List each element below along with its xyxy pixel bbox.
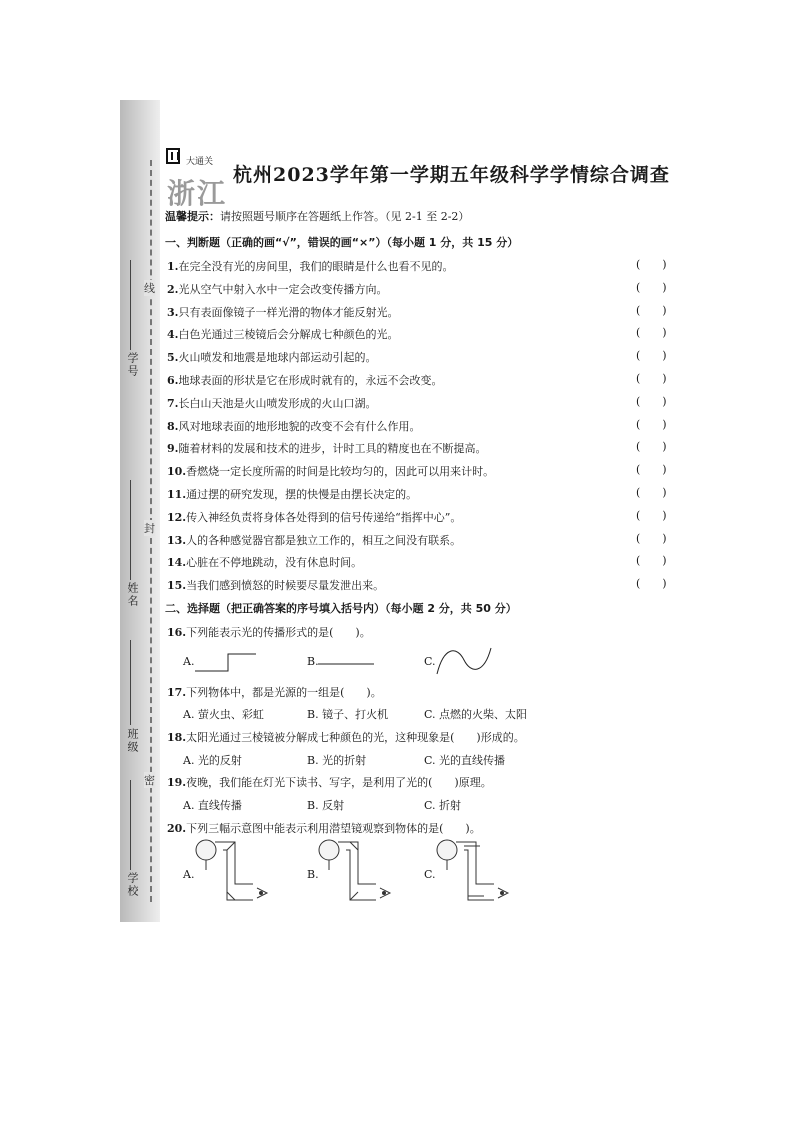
- periscope-diagram-b: [316, 838, 398, 904]
- q19-option-a: A. 直线传播: [183, 799, 242, 812]
- question-number: 11.: [167, 488, 187, 501]
- tip-label: 温馨提示：: [165, 210, 220, 223]
- q18-option-b: B. 光的折射: [307, 754, 367, 767]
- answer-parentheses[interactable]: ( ): [636, 577, 667, 591]
- q16-option-b: B.: [307, 655, 319, 668]
- answer-parentheses[interactable]: ( ): [636, 372, 667, 385]
- question-number: 5.: [167, 351, 179, 365]
- student-id-label: 学号: [126, 352, 139, 378]
- brand-logo-icon: [166, 148, 180, 164]
- question-number: 8.: [167, 419, 179, 433]
- question-20: 20.下列三幅示意图中能表示利用潜望镜观察到物体的是( )。: [167, 822, 481, 835]
- q19-option-b: B. 反射: [307, 799, 345, 812]
- question-18: 18.太阳光通过三棱镜被分解成七种颜色的光，这种现象是( )形成的。: [167, 731, 525, 744]
- answer-parentheses[interactable]: ( ): [636, 554, 667, 568]
- tf-question-10: [167, 463, 494, 479]
- question-19: 19.夜晚，我们能在灯光下读书、写字，是利用了光的( )原理。: [167, 776, 492, 789]
- q19-option-c: C. 折射: [424, 799, 462, 812]
- wave-line-diagram: [437, 646, 493, 676]
- q17-option-c: C. 点燃的火柴、太阳: [424, 708, 528, 721]
- q20-option-a: A.: [183, 868, 195, 881]
- q17-option-a: A. 萤火虫、彩虹: [183, 708, 264, 721]
- tf-question-9: [167, 440, 486, 456]
- question-number: 3.: [167, 305, 179, 319]
- section-2-heading: 二、选择题（把正确答案的序号填入括号内）（每小题 2 分，共 50 分）: [165, 602, 517, 615]
- question-number: 14.: [167, 556, 187, 570]
- question-text: 火山喷发和地震是地球内部运动引起的。: [178, 351, 377, 365]
- question-16: 16.下列能表示光的传播形式的是( )。: [167, 626, 371, 639]
- answer-parentheses[interactable]: ( ): [636, 531, 667, 545]
- tf-question-12: [167, 509, 461, 525]
- question-text: 当我们感到愤怒的时候要尽量发泄出来。: [186, 579, 385, 593]
- question-text: 传入神经负责将身体各处得到的信号传递给“指挥中心”。: [186, 510, 462, 524]
- tf-question-3: [167, 304, 398, 320]
- answer-parentheses[interactable]: ( ): [636, 326, 667, 340]
- seal-line-mark: 线: [144, 282, 155, 295]
- seal-seal-mark: 封: [144, 522, 155, 535]
- answer-parentheses[interactable]: ( ): [636, 486, 667, 499]
- answer-parentheses[interactable]: ( ): [636, 440, 667, 454]
- q18-option-c: C. 光的直线传播: [424, 754, 506, 767]
- question-number: 10.: [167, 465, 187, 479]
- question-number: 12.: [167, 510, 187, 524]
- name-line: [130, 480, 131, 580]
- answer-parentheses[interactable]: ( ): [636, 258, 667, 271]
- question-text: 随着材料的发展和技术的进步，计时工具的精度也在不断提高。: [178, 442, 487, 456]
- answer-parentheses[interactable]: ( ): [636, 508, 667, 522]
- question-text: 人的各种感觉器官都是独立工作的，相互之间没有联系。: [186, 533, 462, 547]
- straight-line-diagram: [318, 652, 376, 672]
- question-text: 香燃烧一定长度所需的时间是比较均匀的，因此可以用来计时。: [186, 465, 495, 479]
- tip-text: 请按照题号顺序在答题纸上作答。（见 2-1 至 2-2）: [220, 210, 470, 223]
- student-id-line: [130, 260, 131, 350]
- class-label: 班级: [126, 728, 139, 754]
- q20-option-c: C.: [424, 868, 436, 881]
- question-number: 7.: [167, 396, 179, 410]
- tf-question-2: [167, 281, 387, 297]
- question-text: 心脏在不停地跳动，没有休息时间。: [186, 556, 363, 570]
- question-text: 长白山天池是火山喷发形成的火山口湖。: [178, 396, 377, 410]
- question-number: 2.: [167, 282, 179, 296]
- school-line: [130, 780, 131, 870]
- answer-parentheses[interactable]: ( ): [636, 417, 667, 431]
- tf-question-8: [167, 418, 420, 434]
- page-title: 杭州2023学年第一学期五年级科学学情综合调查: [233, 164, 670, 186]
- tf-question-4: [167, 326, 398, 342]
- question-number: 4.: [167, 328, 179, 342]
- tf-question-13: [167, 532, 461, 548]
- question-17: 17.下列物体中，都是光源的一组是( )。: [167, 686, 382, 699]
- region-label: 浙江: [167, 177, 228, 210]
- question-number: 15.: [167, 579, 187, 593]
- class-line: [130, 640, 131, 725]
- question-text: 在完全没有光的房间里，我们的眼睛是什么也看不见的。: [178, 260, 454, 273]
- brand-name: 大通关: [186, 157, 214, 167]
- question-number: 9.: [167, 442, 179, 456]
- answer-parentheses[interactable]: ( ): [636, 394, 667, 408]
- tf-question-11: [167, 486, 417, 502]
- question-number: 13.: [167, 533, 187, 547]
- q17-option-b: B. 镜子、打火机: [307, 708, 389, 721]
- question-text: 只有表面像镜子一样光滑的物体才能反射光。: [178, 305, 399, 319]
- section-1-heading: 一、判断题（正确的画“√”，错误的画“×”）（每小题 1 分，共 15 分）: [165, 236, 519, 249]
- tf-question-1: [167, 258, 453, 274]
- answer-parentheses[interactable]: ( ): [636, 349, 667, 363]
- seal-secret-mark: 密: [144, 774, 155, 787]
- periscope-diagram-a: [193, 838, 275, 904]
- step-line-diagram: [195, 652, 259, 672]
- tip-line: [165, 208, 469, 224]
- question-text: 白色光通过三棱镜后会分解成七种颜色的光。: [178, 328, 399, 342]
- periscope-diagram-c: [434, 838, 516, 904]
- answer-parentheses[interactable]: ( ): [636, 463, 667, 477]
- name-label: 姓名: [126, 582, 139, 608]
- binding-strip: [120, 100, 160, 922]
- question-number: 1.: [167, 260, 179, 273]
- question-number: 6.: [167, 374, 179, 387]
- q20-option-b: B.: [307, 868, 319, 881]
- question-text: 地球表面的形状是它在形成时就有的，永远不会改变。: [178, 374, 443, 387]
- question-text: 通过摆的研究发现，摆的快慢是由摆长决定的。: [186, 488, 418, 501]
- answer-parentheses[interactable]: ( ): [636, 303, 667, 317]
- answer-parentheses[interactable]: ( ): [636, 280, 667, 294]
- q16-option-c: C.: [424, 655, 436, 668]
- tf-question-6: [167, 372, 442, 388]
- tf-question-7: [167, 395, 376, 411]
- question-text: 光从空气中射入水中一定会改变传播方向。: [178, 282, 388, 296]
- tf-question-5: [167, 349, 376, 365]
- q18-option-a: A. 光的反射: [183, 754, 242, 767]
- q16-option-a: A.: [183, 655, 195, 668]
- question-text: 风对地球表面的地形地貌的改变不会有什么作用。: [178, 419, 421, 433]
- tf-question-14: [167, 554, 362, 570]
- tf-question-15: [167, 577, 384, 593]
- school-label: 学校: [126, 872, 139, 898]
